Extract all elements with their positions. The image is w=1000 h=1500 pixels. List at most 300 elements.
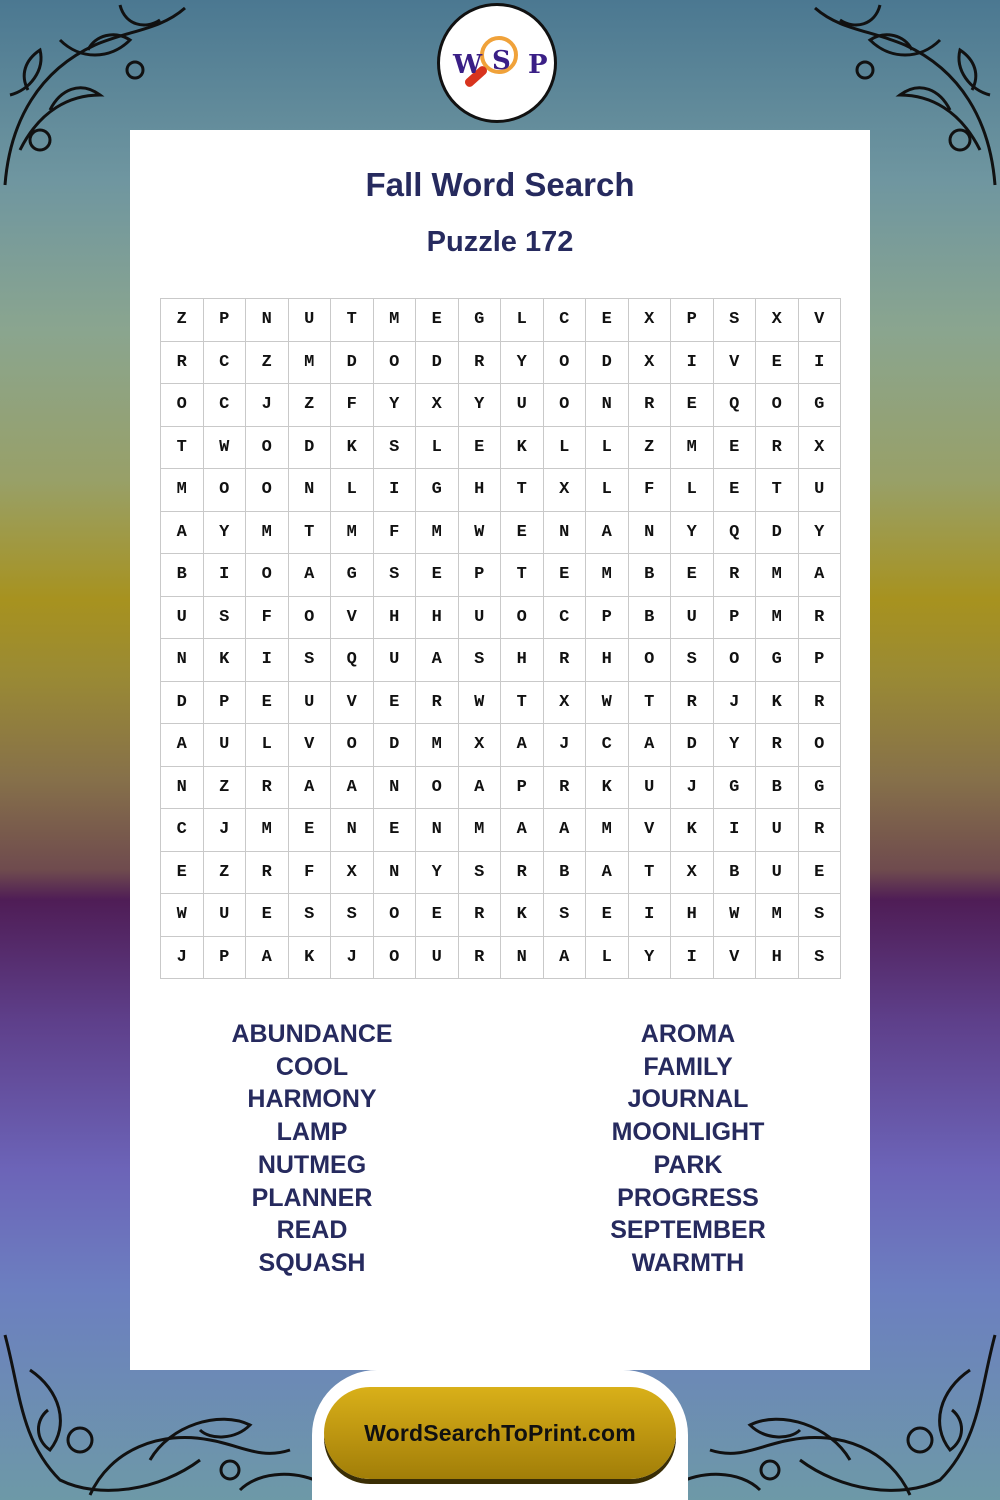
grid-cell[interactable]: R <box>458 936 501 979</box>
grid-cell[interactable]: Z <box>203 766 246 809</box>
word-item: FAMILY <box>643 1052 733 1081</box>
grid-cell[interactable]: A <box>586 851 629 894</box>
grid-cell[interactable]: P <box>458 554 501 597</box>
grid-cell[interactable]: E <box>671 384 714 427</box>
grid-cell[interactable]: O <box>161 384 204 427</box>
grid-cell[interactable]: R <box>756 724 799 767</box>
grid-cell[interactable]: L <box>586 469 629 512</box>
grid-cell[interactable]: S <box>373 426 416 469</box>
grid-cell[interactable]: V <box>288 724 331 767</box>
grid-cell[interactable]: I <box>628 894 671 937</box>
grid-cell[interactable]: G <box>331 554 374 597</box>
grid-cell[interactable]: R <box>246 851 289 894</box>
grid-cell[interactable]: R <box>756 426 799 469</box>
grid-cell[interactable]: W <box>458 681 501 724</box>
grid-cell[interactable]: U <box>288 299 331 342</box>
grid-cell[interactable]: D <box>373 724 416 767</box>
grid-cell[interactable]: B <box>628 554 671 597</box>
grid-cell[interactable]: S <box>373 554 416 597</box>
grid-cell[interactable]: W <box>586 681 629 724</box>
grid-cell[interactable]: H <box>756 936 799 979</box>
grid-cell[interactable]: Y <box>203 511 246 554</box>
grid-cell[interactable]: R <box>798 681 841 724</box>
grid-cell[interactable]: G <box>713 766 756 809</box>
grid-cell[interactable]: E <box>543 554 586 597</box>
grid-cell[interactable]: F <box>373 511 416 554</box>
word-item: LAMP <box>276 1118 348 1147</box>
grid-cell[interactable]: Z <box>203 851 246 894</box>
grid-cell[interactable]: C <box>161 809 204 852</box>
grid-cell[interactable]: A <box>586 511 629 554</box>
grid-cell[interactable]: P <box>586 596 629 639</box>
grid-cell[interactable]: H <box>458 469 501 512</box>
grid-cell[interactable]: P <box>203 936 246 979</box>
grid-cell[interactable]: D <box>756 511 799 554</box>
grid-cell[interactable]: H <box>416 596 459 639</box>
grid-cell[interactable]: F <box>331 384 374 427</box>
grid-cell[interactable]: N <box>331 809 374 852</box>
grid-cell[interactable]: N <box>628 511 671 554</box>
grid-cell[interactable]: U <box>203 894 246 937</box>
grid-cell[interactable]: C <box>543 596 586 639</box>
grid-cell[interactable]: J <box>543 724 586 767</box>
grid-cell[interactable]: E <box>246 894 289 937</box>
grid-cell[interactable]: X <box>628 341 671 384</box>
grid-cell[interactable]: D <box>288 426 331 469</box>
grid-cell[interactable]: O <box>246 469 289 512</box>
grid-cell[interactable]: L <box>586 936 629 979</box>
grid-cell[interactable]: P <box>203 681 246 724</box>
grid-cell[interactable]: U <box>203 724 246 767</box>
grid-row <box>161 724 841 767</box>
grid-cell[interactable]: J <box>331 936 374 979</box>
grid-cell[interactable]: R <box>416 681 459 724</box>
grid-cell[interactable]: H <box>373 596 416 639</box>
grid-cell[interactable]: J <box>671 766 714 809</box>
grid-cell[interactable]: Y <box>373 384 416 427</box>
grid-cell[interactable]: L <box>416 426 459 469</box>
grid-cell[interactable]: R <box>458 894 501 937</box>
grid-cell[interactable]: V <box>713 936 756 979</box>
grid-cell[interactable]: R <box>501 851 544 894</box>
grid-cell[interactable]: O <box>543 341 586 384</box>
grid-cell[interactable]: I <box>798 341 841 384</box>
grid-cell[interactable]: U <box>373 639 416 682</box>
word-item: AROMA <box>640 1020 736 1048</box>
grid-cell[interactable]: O <box>756 384 799 427</box>
grid-cell[interactable]: A <box>501 809 544 852</box>
word-item: COOL <box>275 1052 349 1081</box>
grid-cell[interactable]: R <box>713 554 756 597</box>
grid-cell[interactable]: J <box>246 384 289 427</box>
grid-cell[interactable]: H <box>586 639 629 682</box>
grid-cell[interactable]: O <box>373 936 416 979</box>
word-list-left <box>162 1018 462 1280</box>
grid-cell[interactable]: M <box>458 809 501 852</box>
grid-cell[interactable]: U <box>501 384 544 427</box>
grid-cell[interactable]: J <box>161 936 204 979</box>
grid-cell[interactable]: O <box>246 554 289 597</box>
grid-cell[interactable]: Y <box>628 936 671 979</box>
grid-cell[interactable]: T <box>288 511 331 554</box>
logo-letter-w: W <box>453 50 483 80</box>
grid-cell[interactable]: N <box>501 936 544 979</box>
grid-cell[interactable]: X <box>543 681 586 724</box>
grid-cell[interactable]: R <box>628 384 671 427</box>
grid-cell[interactable]: B <box>543 851 586 894</box>
grid-cell[interactable]: P <box>713 596 756 639</box>
word-item: SQUASH <box>258 1248 366 1277</box>
grid-cell[interactable]: S <box>288 894 331 937</box>
grid-cell[interactable]: E <box>161 851 204 894</box>
grid-cell[interactable]: T <box>628 681 671 724</box>
grid-cell[interactable]: S <box>713 299 756 342</box>
grid-cell[interactable]: A <box>543 809 586 852</box>
grid-cell[interactable]: X <box>458 724 501 767</box>
grid-cell[interactable]: K <box>501 426 544 469</box>
word-list-right <box>538 1018 838 1280</box>
grid-cell[interactable]: I <box>203 554 246 597</box>
grid-row <box>161 639 841 682</box>
grid-cell[interactable]: X <box>331 851 374 894</box>
word-item: MOONLIGHT <box>611 1118 765 1147</box>
grid-cell[interactable]: R <box>543 766 586 809</box>
grid-cell[interactable]: U <box>671 596 714 639</box>
grid-cell[interactable]: U <box>628 766 671 809</box>
grid-cell[interactable]: P <box>671 299 714 342</box>
grid-cell[interactable]: Y <box>798 511 841 554</box>
grid-cell[interactable]: G <box>798 384 841 427</box>
grid-cell[interactable]: Y <box>713 724 756 767</box>
grid-cell[interactable]: K <box>756 681 799 724</box>
grid-cell[interactable]: M <box>756 596 799 639</box>
website-link-label: WordSearchToPrint.com <box>364 1419 636 1446</box>
grid-cell[interactable]: M <box>416 724 459 767</box>
grid-cell[interactable]: O <box>628 639 671 682</box>
grid-cell[interactable]: Q <box>331 639 374 682</box>
letter-grid <box>160 298 841 979</box>
grid-cell[interactable]: D <box>161 681 204 724</box>
grid-cell[interactable]: U <box>161 596 204 639</box>
grid-cell[interactable]: U <box>416 936 459 979</box>
grid-cell[interactable]: F <box>628 469 671 512</box>
grid-row <box>161 936 841 979</box>
grid-cell[interactable]: E <box>288 809 331 852</box>
grid-cell[interactable]: M <box>331 511 374 554</box>
grid-row <box>161 766 841 809</box>
grid-cell[interactable]: E <box>586 894 629 937</box>
grid-cell[interactable]: W <box>161 894 204 937</box>
grid-cell[interactable]: M <box>756 554 799 597</box>
grid-cell[interactable]: M <box>246 511 289 554</box>
grid-cell[interactable]: A <box>501 724 544 767</box>
logo-letter-p: P <box>528 50 548 80</box>
grid-cell[interactable]: K <box>288 936 331 979</box>
grid-cell[interactable]: Q <box>713 511 756 554</box>
grid-cell[interactable]: A <box>458 766 501 809</box>
grid-cell[interactable]: H <box>671 894 714 937</box>
grid-cell[interactable]: E <box>756 341 799 384</box>
grid-cell[interactable]: V <box>331 596 374 639</box>
grid-cell[interactable]: W <box>713 894 756 937</box>
page-title: Fall Word Search <box>365 166 635 203</box>
grid-cell[interactable]: B <box>628 596 671 639</box>
grid-cell[interactable]: Z <box>161 299 204 342</box>
grid-cell[interactable]: M <box>416 511 459 554</box>
grid-cell[interactable]: L <box>543 426 586 469</box>
grid-cell[interactable]: O <box>203 469 246 512</box>
grid-cell[interactable]: A <box>288 554 331 597</box>
grid-cell[interactable]: L <box>586 426 629 469</box>
grid-cell[interactable]: O <box>798 724 841 767</box>
grid-cell[interactable]: X <box>628 299 671 342</box>
grid-cell[interactable]: B <box>713 851 756 894</box>
grid-row <box>161 554 841 597</box>
grid-cell[interactable]: T <box>331 299 374 342</box>
grid-cell[interactable]: T <box>501 681 544 724</box>
grid-cell[interactable]: G <box>798 766 841 809</box>
grid-row <box>161 809 841 852</box>
grid-cell[interactable]: A <box>161 724 204 767</box>
grid-row <box>161 894 841 937</box>
grid-cell[interactable]: F <box>288 851 331 894</box>
grid-cell[interactable]: N <box>246 299 289 342</box>
word-item: PROGRESS <box>617 1183 759 1212</box>
grid-cell[interactable]: K <box>586 766 629 809</box>
grid-cell[interactable]: Z <box>628 426 671 469</box>
grid-cell[interactable]: G <box>416 469 459 512</box>
grid-cell[interactable]: Y <box>416 851 459 894</box>
grid-cell[interactable]: V <box>331 681 374 724</box>
grid-row <box>161 426 841 469</box>
grid-cell[interactable]: V <box>713 341 756 384</box>
grid-cell[interactable]: Z <box>246 341 289 384</box>
grid-cell[interactable]: J <box>713 681 756 724</box>
grid-cell[interactable]: I <box>671 341 714 384</box>
grid-cell[interactable]: M <box>161 469 204 512</box>
grid-cell[interactable]: T <box>161 426 204 469</box>
grid-cell[interactable]: A <box>628 724 671 767</box>
grid-cell[interactable]: N <box>288 469 331 512</box>
grid-cell[interactable]: N <box>373 766 416 809</box>
grid-row <box>161 596 841 639</box>
grid-cell[interactable]: E <box>501 511 544 554</box>
grid-row <box>161 851 841 894</box>
grid-cell[interactable]: X <box>543 469 586 512</box>
grid-cell[interactable]: S <box>543 894 586 937</box>
grid-cell[interactable]: M <box>288 341 331 384</box>
grid-row <box>161 341 841 384</box>
grid-cell[interactable]: L <box>671 469 714 512</box>
grid-cell[interactable]: R <box>671 681 714 724</box>
grid-cell[interactable]: U <box>458 596 501 639</box>
grid-cell[interactable]: M <box>373 299 416 342</box>
grid-cell[interactable]: A <box>416 639 459 682</box>
grid-cell[interactable]: E <box>671 554 714 597</box>
grid-cell[interactable]: E <box>798 851 841 894</box>
grid-cell[interactable]: C <box>543 299 586 342</box>
grid-cell[interactable]: M <box>756 894 799 937</box>
grid-cell[interactable]: E <box>416 554 459 597</box>
grid-cell[interactable]: G <box>458 299 501 342</box>
grid-cell[interactable]: U <box>288 681 331 724</box>
grid-cell[interactable]: X <box>671 851 714 894</box>
grid-cell[interactable]: C <box>586 724 629 767</box>
grid-row <box>161 469 841 512</box>
grid-cell[interactable]: L <box>246 724 289 767</box>
logo-letter-s: S <box>492 46 511 76</box>
grid-cell[interactable]: R <box>246 766 289 809</box>
grid-cell[interactable]: Z <box>288 384 331 427</box>
grid-cell[interactable]: K <box>203 639 246 682</box>
grid-cell[interactable]: T <box>628 851 671 894</box>
grid-cell[interactable]: X <box>798 426 841 469</box>
grid-cell[interactable]: X <box>416 384 459 427</box>
grid-cell[interactable]: U <box>756 809 799 852</box>
grid-cell[interactable]: U <box>798 469 841 512</box>
grid-cell[interactable]: T <box>501 554 544 597</box>
grid-cell[interactable]: A <box>798 554 841 597</box>
grid-row <box>161 299 841 342</box>
grid-cell[interactable]: S <box>458 851 501 894</box>
grid-cell[interactable]: T <box>501 469 544 512</box>
grid-cell[interactable]: J <box>203 809 246 852</box>
word-item: READ <box>276 1216 348 1245</box>
grid-cell[interactable]: S <box>203 596 246 639</box>
grid-cell[interactable]: K <box>671 809 714 852</box>
grid-cell[interactable]: O <box>543 384 586 427</box>
grid-cell[interactable]: E <box>713 426 756 469</box>
grid-cell[interactable]: I <box>246 639 289 682</box>
grid-cell[interactable]: O <box>246 426 289 469</box>
word-item: ABUNDANCE <box>231 1020 393 1048</box>
grid-cell[interactable]: E <box>586 299 629 342</box>
grid-cell[interactable]: S <box>458 639 501 682</box>
grid-cell[interactable]: Y <box>458 384 501 427</box>
grid-cell[interactable]: O <box>331 724 374 767</box>
grid-cell[interactable]: E <box>416 299 459 342</box>
grid-cell[interactable]: E <box>373 681 416 724</box>
grid-cell[interactable]: O <box>373 341 416 384</box>
grid-cell[interactable]: N <box>586 384 629 427</box>
grid-cell[interactable]: N <box>416 809 459 852</box>
grid-cell[interactable]: X <box>756 299 799 342</box>
grid-cell[interactable]: E <box>416 894 459 937</box>
grid-cell[interactable]: C <box>203 384 246 427</box>
grid-cell[interactable]: R <box>161 341 204 384</box>
grid-cell[interactable]: O <box>501 596 544 639</box>
grid-row <box>161 681 841 724</box>
grid-cell[interactable]: E <box>713 469 756 512</box>
grid-row <box>161 511 841 554</box>
website-link-button[interactable] <box>324 1387 676 1479</box>
grid-cell[interactable]: K <box>331 426 374 469</box>
grid-cell[interactable]: U <box>756 851 799 894</box>
grid-cell[interactable]: O <box>373 894 416 937</box>
grid-cell[interactable]: S <box>331 894 374 937</box>
grid-cell[interactable]: B <box>161 554 204 597</box>
word-item: PLANNER <box>251 1183 373 1212</box>
grid-cell[interactable]: Y <box>501 341 544 384</box>
grid-cell[interactable]: N <box>543 511 586 554</box>
grid-cell[interactable]: A <box>161 511 204 554</box>
puzzle-card <box>130 130 870 1370</box>
grid-cell[interactable]: E <box>458 426 501 469</box>
grid-cell[interactable]: O <box>713 639 756 682</box>
grid-cell[interactable]: M <box>246 809 289 852</box>
grid-cell[interactable]: R <box>798 809 841 852</box>
grid-cell[interactable]: M <box>671 426 714 469</box>
grid-cell[interactable]: R <box>458 341 501 384</box>
grid-cell[interactable]: E <box>246 681 289 724</box>
grid-cell[interactable]: A <box>543 936 586 979</box>
grid-cell[interactable]: D <box>416 341 459 384</box>
grid-cell[interactable]: P <box>798 639 841 682</box>
grid-cell[interactable]: E <box>373 809 416 852</box>
grid-cell[interactable]: O <box>416 766 459 809</box>
grid-cell[interactable]: L <box>501 299 544 342</box>
grid-cell[interactable]: Y <box>671 511 714 554</box>
grid-cell[interactable]: D <box>671 724 714 767</box>
grid-cell[interactable]: V <box>628 809 671 852</box>
puzzle-number: Puzzle 172 <box>426 226 574 258</box>
grid-cell[interactable]: S <box>288 639 331 682</box>
word-item: PARK <box>653 1150 723 1179</box>
grid-cell[interactable]: P <box>501 766 544 809</box>
grid-row <box>161 384 841 427</box>
wsp-logo[interactable] <box>437 3 557 123</box>
grid-cell[interactable]: I <box>713 809 756 852</box>
grid-cell[interactable]: S <box>798 894 841 937</box>
grid-cell[interactable]: O <box>288 596 331 639</box>
grid-cell[interactable]: Q <box>713 384 756 427</box>
grid-cell[interactable]: R <box>543 639 586 682</box>
grid-cell[interactable]: W <box>203 426 246 469</box>
grid-cell[interactable]: G <box>756 639 799 682</box>
grid-cell[interactable]: N <box>161 639 204 682</box>
word-item: JOURNAL <box>627 1085 749 1114</box>
word-item: WARMTH <box>631 1248 745 1277</box>
grid-cell[interactable]: A <box>246 936 289 979</box>
grid-cell[interactable]: C <box>203 341 246 384</box>
grid-cell[interactable]: P <box>203 299 246 342</box>
grid-cell[interactable]: N <box>161 766 204 809</box>
grid-cell[interactable]: K <box>501 894 544 937</box>
grid-cell[interactable]: M <box>586 554 629 597</box>
word-item: SEPTEMBER <box>610 1216 766 1245</box>
grid-cell[interactable]: N <box>373 851 416 894</box>
grid-cell[interactable]: B <box>756 766 799 809</box>
grid-cell[interactable]: H <box>501 639 544 682</box>
grid-cell[interactable]: F <box>246 596 289 639</box>
grid-cell[interactable]: W <box>458 511 501 554</box>
grid-cell[interactable]: L <box>331 469 374 512</box>
grid-cell[interactable]: A <box>331 766 374 809</box>
grid-cell[interactable]: I <box>671 936 714 979</box>
word-item: HARMONY <box>247 1085 377 1114</box>
grid-cell[interactable]: V <box>798 299 841 342</box>
grid-cell[interactable]: R <box>798 596 841 639</box>
word-item: NUTMEG <box>257 1150 367 1179</box>
grid-cell[interactable]: I <box>373 469 416 512</box>
grid-cell[interactable]: S <box>798 936 841 979</box>
grid-cell[interactable]: M <box>586 809 629 852</box>
grid-cell[interactable]: A <box>288 766 331 809</box>
grid-cell[interactable]: D <box>586 341 629 384</box>
grid-cell[interactable]: S <box>671 639 714 682</box>
grid-cell[interactable]: D <box>331 341 374 384</box>
grid-cell[interactable]: T <box>756 469 799 512</box>
